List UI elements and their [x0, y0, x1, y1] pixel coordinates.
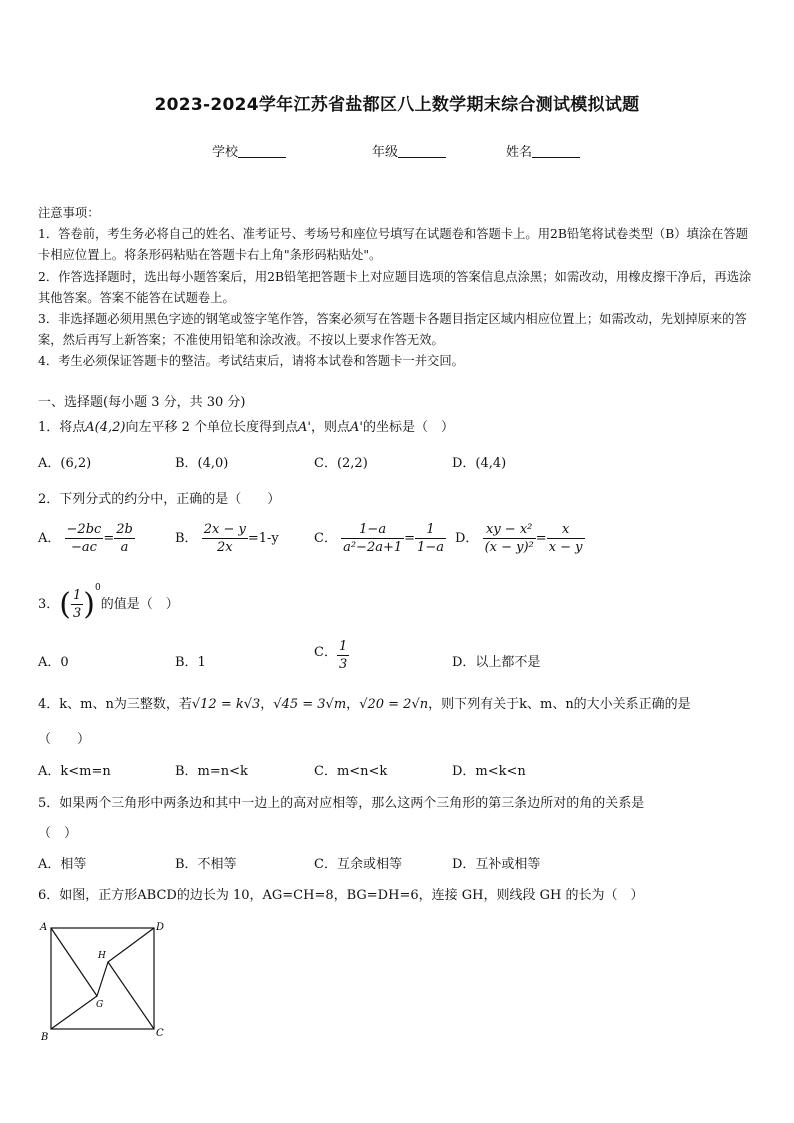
notes-item-4: 4．考生必须保证答题卡的整洁。考试结束后，请将本试卷和答题卡一并交回。 [38, 354, 464, 369]
q4-option-a: A．k<m=n [38, 764, 111, 779]
label-h: H [98, 951, 106, 961]
segment-gh [97, 962, 108, 996]
question-4: 4．k、m、n为三整数，若√12 = k√3，√45 = 3√m，√20 = 2√n，则下列有关于k、m、n的大小关系正确的是 [38, 697, 691, 712]
section-heading: 一、选择题(每小题 3 分，共 30 分) [38, 395, 246, 410]
q1-post: 的坐标是（ ） [363, 420, 455, 435]
q3-c-frac: $\frac{1}{3}$ [338, 639, 348, 672]
label-g: G [96, 1000, 104, 1010]
q2-label-a: A． [38, 531, 61, 546]
square-figure [36, 918, 171, 1046]
q2-c-frac-2: $\frac{1}{1-a}$ [417, 522, 444, 555]
grade-label: 年级 [372, 145, 399, 160]
q1-point-prime: A' [298, 420, 312, 435]
page-title: 2023-2024学年江苏省盐都区八上数学期末综合测试模拟试题 [154, 95, 640, 115]
question-3: 3．( $\frac{1}{3}$ )$^0$的值是（ ） [38, 583, 179, 622]
q1-option-a: A．(6,2) [38, 456, 92, 471]
q3-post: 的值是（ ） [100, 597, 179, 612]
q2-b-frac: $\frac{2x - y}{2x}$ [203, 522, 246, 555]
q2-d-frac-1: $\frac{\text{xy − x²}}{\text{(x − y)²}}$ [484, 522, 534, 555]
q3-option-d: D．以上都不是 [452, 655, 541, 670]
q2-option-b: B． $\frac{2x - y}{2x}$ =1-y [175, 522, 279, 555]
school-blank [238, 145, 286, 158]
segments-dh-ch [108, 928, 154, 1029]
q3-frac: $\frac{1}{3}$ [73, 588, 82, 621]
q1-point: A(4,2) [85, 420, 126, 435]
q2-option-c: C． $\frac{1-a}{\text{a²−2a+1}}$ = $\frac{1}{1-a}$ [314, 522, 444, 555]
q3-exponent: 0 [95, 583, 101, 593]
q1-pre: 1．将点 [38, 420, 86, 435]
notes-item-1: 1．答卷前，考生务必将自己的姓名、准考证号、考场号和座位号填写在试题卷和答题卡上。用2B铅笔将试卷类型（B）填涂在答题卡相应位置上。将条形码粘贴在答题卡右上角"条形码粘贴处"。 [38, 227, 749, 263]
q5-option-a: A．相等 [38, 857, 87, 872]
segments-ag-bg [51, 928, 97, 1029]
grade-blank [398, 145, 446, 158]
q1-option-d: D．(4,4) [452, 456, 507, 471]
q1-mid2: ，则点 [311, 420, 351, 435]
notes-heading: 注意事项： [38, 206, 100, 220]
question-5: 5．如果两个三角形中两条边和其中一边上的高对应相等，那么这两个三角形的第三条边所对的角的关系是 [38, 796, 645, 811]
question-1 [38, 416, 454, 435]
q5-option-c: C．互余或相等 [314, 857, 402, 872]
label-a: A [40, 922, 48, 933]
notes-item-2: 2．作答选择题时，选出每小题答案后，用2B铅笔把答题卡上对应题目选项的答案信息点涂黑；如需改动，用橡皮擦干净后，再选涂其他答案。答案不能答在试题卷上。 [38, 269, 752, 305]
q4-expr-3: √20 = 2√n [359, 697, 429, 712]
q5-option-d: D．互补或相等 [452, 857, 541, 872]
q1-option-c: C．(2,2) [314, 456, 368, 471]
school-field [212, 141, 286, 160]
q2-option-a: A． $\frac{-2bc}{-ac}$ = $\frac{2b}{a}$ [38, 522, 133, 555]
label-c: C [156, 1028, 164, 1039]
name-blank [532, 145, 580, 158]
q4-option-d: D．m<k<n [452, 764, 526, 779]
q2-a-frac-1: $\frac{-2bc}{-ac}$ [66, 522, 102, 555]
q5-option-b: B．不相等 [175, 857, 237, 872]
q2-a-frac-2: $\frac{2b}{a}$ [116, 522, 133, 555]
q2-label-b: B． [175, 531, 198, 546]
question-6: 6．如图，正方形ABCD的边长为 10，AG=CH=8，BG=DH=6，连接 GH，则线段 GH 的长为（ ） [38, 888, 644, 903]
name-label: 姓名 [506, 145, 533, 160]
question-2: 2．下列分式的约分中，正确的是（ ） [38, 492, 281, 507]
q4-option-c: C．m<n<k [314, 764, 388, 779]
q4-option-b: B．m=n<k [175, 764, 248, 779]
q5-paren: （ ） [38, 826, 78, 841]
q2-d-frac-2: $\frac{x}{x - y}$ [548, 522, 583, 555]
q3-option-b: B．1 [175, 655, 206, 670]
notes [38, 203, 758, 373]
q4-expr-2: √45 = 3√m [273, 697, 347, 712]
q4-paren: （ ） [38, 732, 91, 747]
q4-post: ，则下列有关于k、m、n的大小关系正确的是 [428, 697, 691, 712]
q3-option-c: C． $\frac{1}{3}$ [314, 639, 348, 672]
notes-item-3: 3．非选择题必须用黑色字迹的钢笔或签字笔作答，答案必须写在答题卡各题目指定区域内相应位置上；如需改动，先划掉原来的答案，然后再写上新答案；不准使用铅笔和涂改液。不按以上要求作答无效。 [38, 312, 747, 348]
q2-label-d: D． [455, 531, 479, 546]
name-field [506, 141, 580, 160]
q3-pre: 3． [38, 597, 60, 612]
q3-option-a: A．0 [38, 655, 69, 670]
label-b: B [41, 1032, 49, 1043]
q4-pre: 4．k、m、n为三整数，若 [38, 697, 192, 712]
school-label: 学校 [212, 145, 239, 160]
q1-mid: 向左平移 2 个单位长度得到点 [125, 420, 299, 435]
q2-option-d: D． $\frac{\text{xy − x²}}{\text{(x − y)²}}$ = $\frac{x}{x - y}$ [455, 522, 583, 555]
q2-label-c: C． [314, 531, 337, 546]
q4-expr-1: √12 = k√3 [191, 697, 261, 712]
grade-field [372, 141, 446, 160]
label-d: D [156, 922, 165, 933]
q1-option-b: B．(4,0) [175, 456, 229, 471]
q2-c-frac-1: $\frac{1-a}{\text{a²−2a+1}}$ [343, 522, 403, 555]
q1-point-prime-2: A' [350, 420, 363, 435]
